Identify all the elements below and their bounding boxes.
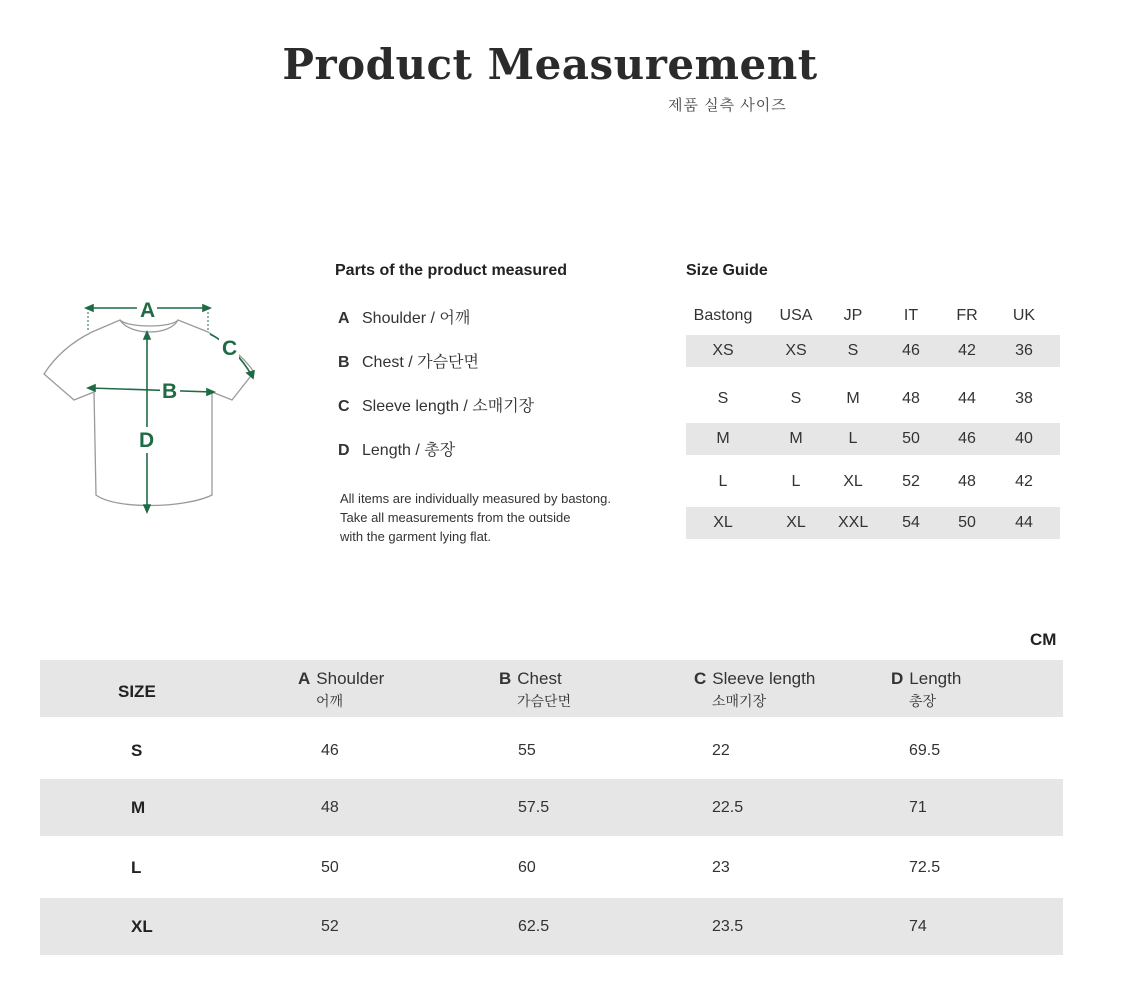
size-guide-cell: L xyxy=(791,473,801,490)
size-guide-cell: 52 xyxy=(902,473,920,490)
measurement-value-cell: 22 xyxy=(712,742,730,759)
size-guide-cell: 42 xyxy=(958,342,976,359)
shoulder-column-header: A Shoulder 어깨 xyxy=(298,669,385,709)
size-guide-row xyxy=(686,466,1060,498)
measurement-value-cell: 62.5 xyxy=(518,918,550,935)
measurement-size-cell: M xyxy=(131,798,146,817)
parts-heading: Parts of the product measured xyxy=(335,262,568,279)
size-guide-row xyxy=(686,383,1060,415)
measurement-value-cell: 50 xyxy=(321,859,339,876)
size-guide-cell: 44 xyxy=(958,390,976,407)
size-guide-cell: 40 xyxy=(1015,430,1033,447)
size-guide-row xyxy=(686,507,1060,539)
measurement-size-cell: XL xyxy=(131,917,153,936)
measurement-value-cell: 22.5 xyxy=(712,799,744,816)
measurement-value-cell: 23.5 xyxy=(712,918,744,935)
size-guide-cell: 54 xyxy=(902,514,920,531)
size-guide-cell: 48 xyxy=(958,473,976,490)
size-guide-column-header: USA xyxy=(779,307,813,324)
measurement-size-cell: L xyxy=(131,858,142,877)
measurement-value-cell: 72.5 xyxy=(909,859,941,876)
chest-column-header: B Chest 가슴단면 xyxy=(499,669,572,709)
size-guide-cell: XS xyxy=(712,342,734,359)
size-guide-heading: Size Guide xyxy=(686,262,768,279)
size-guide-cell: M xyxy=(846,390,860,407)
size-guide-cell: 44 xyxy=(1015,514,1033,531)
size-guide-column-header: JP xyxy=(843,307,863,324)
measurement-value-cell: 23 xyxy=(712,859,730,876)
page-title: Product Measurement xyxy=(282,40,818,89)
size-guide-cell: XXL xyxy=(838,514,869,531)
size-guide-cell: XL xyxy=(843,473,863,490)
measurement-size-cell: S xyxy=(131,741,143,760)
measurement-value-cell: 55 xyxy=(518,742,536,759)
measurement-row xyxy=(40,898,1063,955)
size-guide-header-row xyxy=(686,300,1060,332)
size-guide-cell: 46 xyxy=(902,342,920,359)
unit-label: CM xyxy=(1030,630,1057,649)
part-item-length: D Length / 총장 xyxy=(338,442,456,459)
size-guide-column-header: UK xyxy=(1012,307,1036,324)
size-guide-cell: XL xyxy=(713,514,733,531)
size-guide-cell: 36 xyxy=(1015,342,1033,359)
size-guide-cell: 38 xyxy=(1015,390,1033,407)
measurement-table-header xyxy=(40,660,1063,717)
size-guide-row xyxy=(686,423,1060,455)
measurement-row xyxy=(40,839,1063,896)
length-column-header: D Length 총장 xyxy=(891,669,962,709)
label-c: C xyxy=(222,337,238,360)
part-item-sleeve: C Sleeve length / 소매기장 xyxy=(338,398,535,415)
tshirt-diagram xyxy=(36,290,268,520)
measurement-row xyxy=(40,722,1063,779)
measurement-value-cell: 48 xyxy=(321,799,339,816)
size-guide-cell: M xyxy=(789,430,803,447)
size-guide-cell: 50 xyxy=(902,430,920,447)
measurement-value-cell: 52 xyxy=(321,918,339,935)
label-a: A xyxy=(140,299,156,322)
part-item-shoulder: A Shoulder / 어깨 xyxy=(338,310,471,327)
parts-section xyxy=(335,262,655,544)
size-guide-row xyxy=(686,335,1060,367)
size-guide-cell: M xyxy=(716,430,730,447)
size-guide-cell: L xyxy=(848,430,858,447)
size-guide-cell: 48 xyxy=(902,390,920,407)
label-b: B xyxy=(162,380,178,403)
measurement-value-cell: 69.5 xyxy=(909,742,941,759)
measurement-value-cell: 60 xyxy=(518,859,536,876)
size-guide-column-header: FR xyxy=(956,307,978,324)
size-guide-cell: S xyxy=(717,390,729,407)
measurement-value-cell: 57.5 xyxy=(518,799,550,816)
size-guide-column-header: IT xyxy=(903,307,919,324)
size-guide-column-header: Bastong xyxy=(693,307,753,324)
measurement-note: All items are individually measured by bastong. Take all measurements from the outside with the garment lying flat. xyxy=(340,491,611,544)
size-guide-cell: 46 xyxy=(958,430,976,447)
size-guide-cell: XL xyxy=(786,514,806,531)
measurement-value-cell: 46 xyxy=(321,742,339,759)
sleeve-column-header: C Sleeve length 소매기장 xyxy=(694,669,816,709)
label-d: D xyxy=(139,429,155,452)
size-column-header: SIZE xyxy=(118,682,156,701)
size-guide-cell: S xyxy=(790,390,802,407)
size-guide-cell: 42 xyxy=(1015,473,1033,490)
size-guide-cell: L xyxy=(718,473,728,490)
measurement-row xyxy=(40,779,1063,836)
part-item-chest: B Chest / 가슴단면 xyxy=(338,354,479,371)
size-guide-cell: XS xyxy=(785,342,807,359)
size-guide-cell: 50 xyxy=(958,514,976,531)
measurement-value-cell: 74 xyxy=(909,918,927,935)
page-subtitle: 제품 실측 사이즈 xyxy=(668,97,787,114)
size-guide-cell: S xyxy=(847,342,859,359)
measurement-value-cell: 71 xyxy=(909,799,927,816)
